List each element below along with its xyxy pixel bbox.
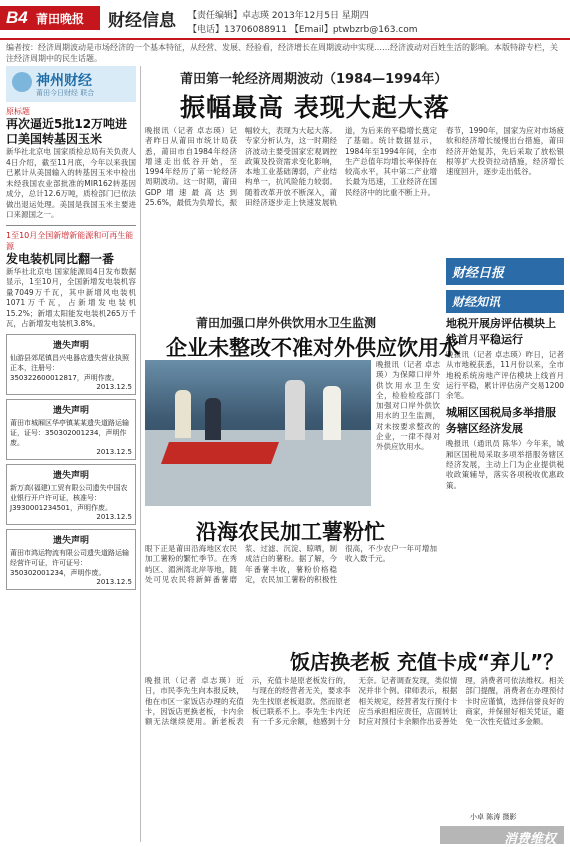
sidebar-section-title: 财经日报 bbox=[446, 258, 564, 285]
contact-meta: 【电话】13706088911 【Email】ptwbzrb@163.com bbox=[188, 25, 418, 35]
sidebar-section-box bbox=[446, 290, 564, 313]
story-headline: 饭店换老板 充值卡成“弃儿”？ bbox=[290, 650, 564, 674]
news-photo bbox=[145, 360, 371, 506]
notice-body: 莆田市城厢区华亭镇某某遗失道路运输证，证号：350302001234，声明作废。 bbox=[10, 418, 129, 447]
notice-date: 2013.12.5 bbox=[96, 577, 132, 586]
photo-person bbox=[323, 386, 341, 440]
story-body: 眼下正是莆田沿海地区农民加工薯粉的繁忙季节。在秀屿区、湄洲湾北岸等地，随处可见农民将新鲜番薯磨浆、过滤、沉淀、晾晒，制成洁白的薯粉。据了解，今年番薯丰收，薯粉价格稳定，农民加工薯粉的积极性很高，不少农户一年可增加收入数千元。 bbox=[145, 544, 437, 584]
footer-label: 消费维权 bbox=[503, 832, 556, 847]
page-number: B4 bbox=[6, 8, 28, 27]
notice-date: 2013.12.5 bbox=[96, 447, 132, 456]
photo-credit: 小卓 陈涛 摄影 bbox=[470, 813, 517, 821]
sidebar-headline: 城厢区国税局多举措服务辖区经济发展 bbox=[446, 406, 556, 436]
sidebar-body: 晚报讯（记者 卓志瑛）昨日，记者从市地税获悉，11月份以来，全市地税系统房地产评估模块上线首月运行平稳，累计评估房产交易1200余笔。 bbox=[446, 350, 564, 401]
story-kicker: 莆田加强口岸外供饮用水卫生监测 bbox=[196, 316, 377, 330]
notice-title: 遗失声明 bbox=[52, 535, 89, 546]
brand-logo: 莆田晚报 bbox=[36, 12, 85, 26]
banner-logo-icon bbox=[12, 72, 32, 92]
notice-box bbox=[6, 464, 136, 525]
article-body: 新华社北京电 国家质检总局有关负责人4日介绍，截至11月底，今年以来我国已累计从美国输入的转基因玉米中检出未经我国农业部批准的MIR162转基因成分，总计12.6万吨，质检部门已依法做出退运处理。美国是我国玉米主要进口来源国之一。 bbox=[6, 147, 136, 219]
footer-section-tab bbox=[440, 826, 564, 847]
sidebar-headline: 地税开展房评估模块上线首月平稳运行 bbox=[446, 317, 556, 346]
column-banner bbox=[6, 66, 136, 102]
sidebar-text: 春节，1990年，国家为应对市场疲软和经济增长缓慢出台措施，莆田经济开始复苏，先后采取了放松银根等扩大投资拉动措施，经济增长速度回升，逐步走出低谷。 bbox=[446, 126, 564, 177]
page-header bbox=[0, 0, 570, 40]
banner-title: 神州财经 bbox=[36, 73, 92, 89]
notice-title: 遗失声明 bbox=[52, 405, 89, 416]
story-headline: 企业未整改不准对外供应饮用水 bbox=[166, 336, 460, 360]
notice-box bbox=[6, 399, 136, 460]
notice-date: 2013.12.5 bbox=[96, 512, 132, 521]
notice-body: 莆田市鸿运物流有限公司遗失道路运输经营许可证，许可证号：350302001234，声明作废。 bbox=[10, 548, 129, 577]
story-body: 晚报讯（记者 卓志瑛）近日，市民李先生向本报反映，他在市区一家饭店办理的充值卡，因饭店更换老板，卡内余额无法继续使用。新老板表示，充值卡是原老板发行的，与现在的经营者无关，要求李先生找原老板退款。然而原老板已联系不上。李先生卡内还有一千多元余额，他感到十分无奈。记者调查发现，类似情况并非个例。律师表示，根据相关规定，经营者发行预付卡应当承担相应责任，店面转让时应对预付卡余额作出妥善处理，消费者可依法维权。相关部门提醒，消费者在办理预付卡时应谨慎，选择信誉良好的商家，并保留好相关凭证，避免一次性充值过多金额。 bbox=[145, 676, 564, 727]
article-headline: 再次逼近5批12万吨进口美国转基因玉米 bbox=[6, 117, 128, 146]
notice-box bbox=[6, 529, 136, 590]
sidebar-body: 晚报讯（通讯员 陈华）今年来，城厢区国税局采取多项举措服务辖区经济发展，主动上门为企业提供税收政策辅导，落实各项税收优惠政策。 bbox=[446, 439, 564, 490]
photo-person bbox=[205, 398, 221, 440]
divider bbox=[6, 225, 136, 226]
sidebar-section-title: 财经知讯 bbox=[446, 290, 564, 313]
article-body: 新华社北京电 国家能源局4日发布数据显示，1至10月，全国新增发电装机容量7049万千瓦，其中新增风电装机1071万千瓦，占新增发电装机15.2%；新增太阳能发电装机265万千瓦，占新增发电装机3.8%。 bbox=[6, 266, 136, 328]
section-title: 财经信息 bbox=[108, 11, 176, 31]
story-kicker: 莆田第一轮经济周期波动（1984—1994年） bbox=[180, 72, 448, 87]
left-column bbox=[6, 66, 136, 842]
story-body: 晚报讯（记者 卓志瑛）为保障口岸外供饮用水卫生安全，检验检疫部门加强对口岸外供饮用水的卫生监测，对未按要求整改的企业，一律不得对外供应饮用水。 bbox=[376, 360, 440, 452]
article-headline: 发电装机同比翻一番 bbox=[6, 251, 115, 266]
notice-title: 遗失声明 bbox=[52, 340, 89, 351]
editor-meta: 【责任编辑】卓志瑛 2013年12月5日 星期四 bbox=[188, 11, 369, 21]
story-headline: 沿海农民加工薯粉忙 bbox=[196, 520, 385, 544]
story-body: 晚报讯（记者 卓志瑛）记者昨日从莆田市统计局获悉，莆田市自1984年经济增速走出低谷开始，至1994年经历了第一轮经济周期波动。这一时期，莆田GDP增速最高达到25.6%，最低为负增长，振幅较大，表现为大起大落。专家分析认为，这一时期经济波动主要受国家宏观调控政策及投资需求变化影响，本地工业基础薄弱，产业结构单一，抗风险能力较弱。随着改革开放不断深入，莆田经济逐步走上快速发展轨道，为后来的平稳增长奠定了基础。统计数据显示，1984年至1994年间，全市生产总值年均增长率保持在较高水平，其中第二产业增长最为迅速，工业经济在国民经济中的比重不断上升。 bbox=[145, 126, 437, 208]
story-headline: 振幅最高 表现大起大落 bbox=[180, 93, 450, 122]
notice-body: 仙游县郊尾镇昌兴电器店遗失营业执照正本，注册号：350322600012817，声明作废。 bbox=[10, 353, 129, 382]
photo-person bbox=[175, 390, 191, 438]
column-divider bbox=[140, 66, 141, 842]
article-tag: 1至10月全国新增新能源和可再生能源 bbox=[6, 230, 134, 251]
header-rule bbox=[0, 38, 570, 40]
photo-person bbox=[285, 380, 305, 440]
article-tag: 原标题 bbox=[6, 107, 30, 116]
sidebar-news bbox=[446, 312, 564, 491]
banner-subtitle: 莆田今日财经 联合 bbox=[36, 89, 95, 97]
notice-title: 遗失声明 bbox=[52, 470, 89, 481]
sidebar-section-box bbox=[446, 258, 564, 288]
photo-hose bbox=[161, 442, 279, 464]
notice-date: 2013.12.5 bbox=[96, 382, 132, 391]
editor-note: 编者按：经济周期波动是市场经济的一个基本特征，从经营、发展、经验看，经济增长在周期波动中实现……经济波动对百姓生活的影响。本版特辟专栏，关注经济周期中的民生话题。 bbox=[6, 43, 558, 63]
notice-body: 新万高(福建)工贸有限公司遗失中国农业银行开户许可证，核准号：J3930001234501，声明作废。 bbox=[10, 483, 128, 512]
notice-box bbox=[6, 334, 136, 395]
